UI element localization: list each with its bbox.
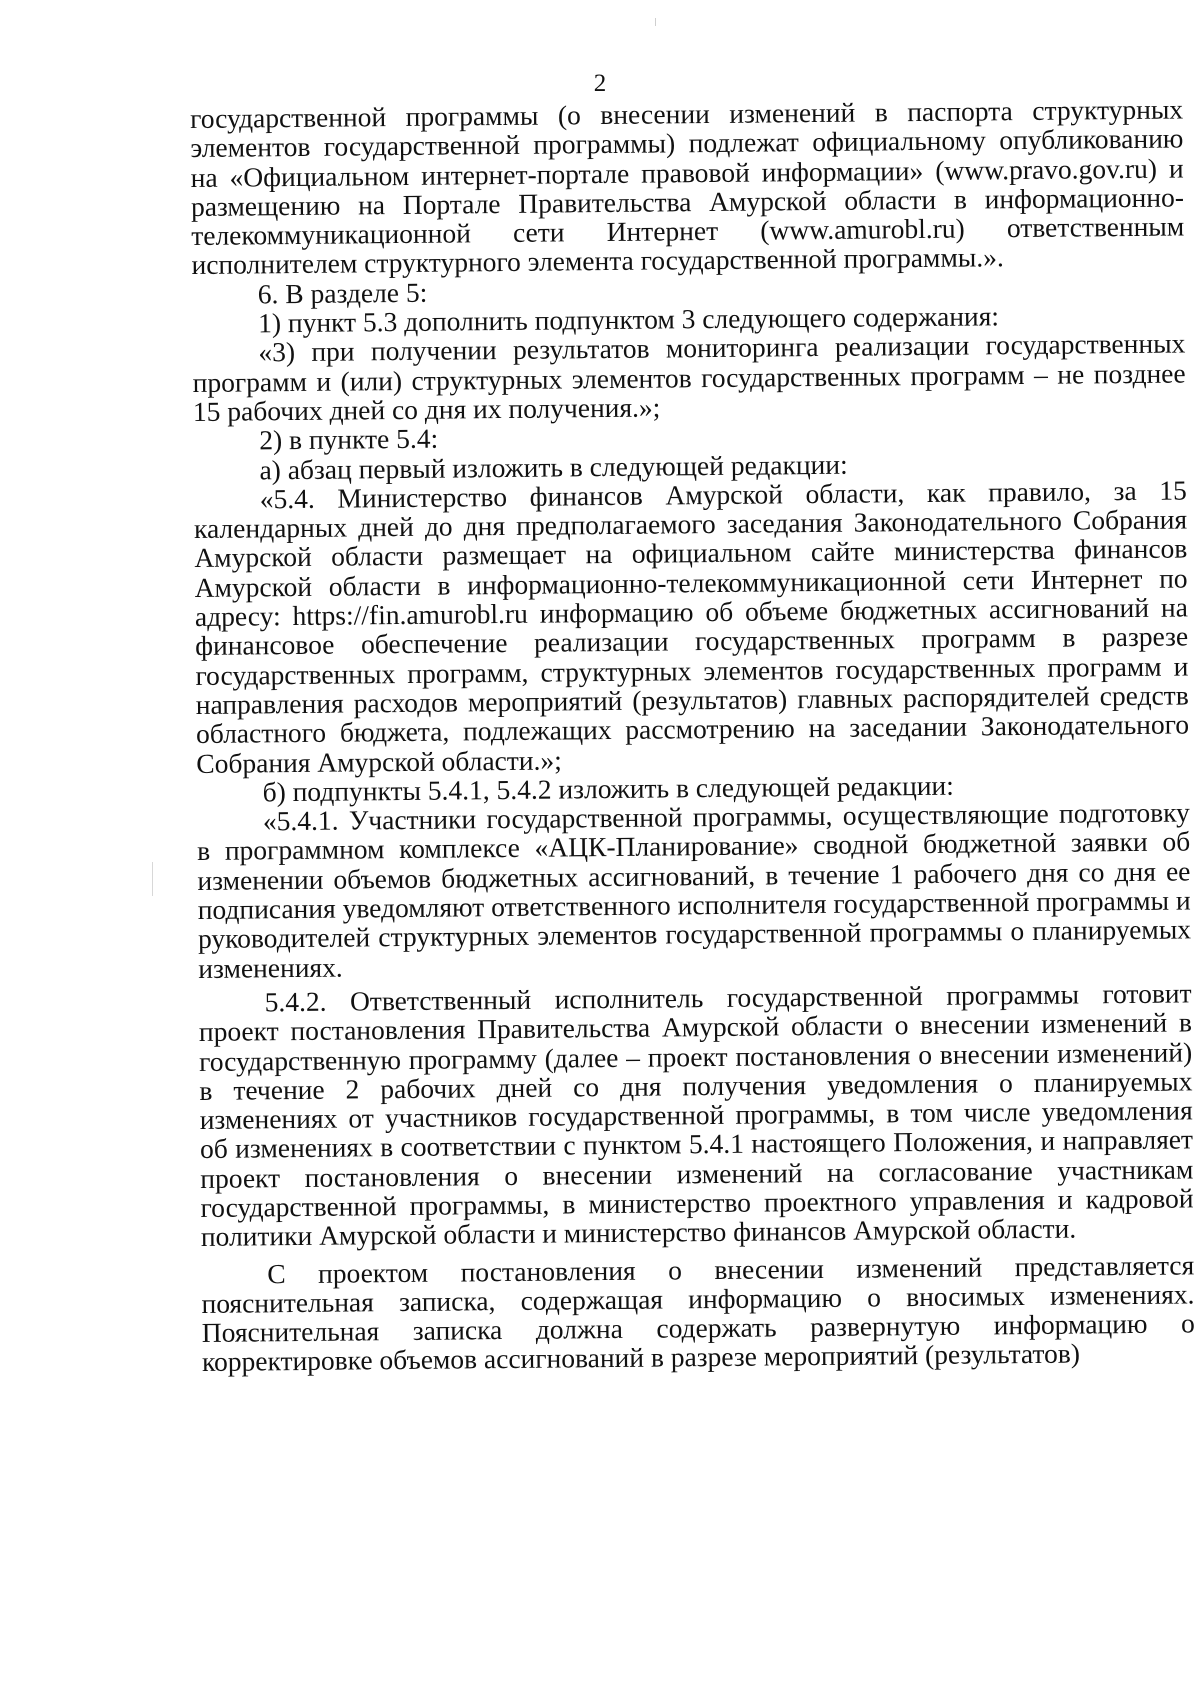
document-body: [190, 94, 1195, 1376]
paragraph-item-2: 2) в пункте 5.4:: [259, 422, 439, 456]
paragraph-subitem-3: «3) при получении результатов мониторинга реализации государственных программ и (или) структурных элементов государственных программ – не позднее 15 рабочих дней со дня их получения.»;: [192, 327, 1186, 427]
paragraph-item-1: 1) пункт 5.3 дополнить подпунктом 3 следующего содержания:: [257, 300, 1000, 339]
paragraph-explanatory-note: С проектом постановления о внесении изменений представляется пояснительная записка, содержащая информацию о вносимых изменениях. Пояснительная записка должна содержать развернутую информацию о корректировке объемов ассигнований в разрезе мероприятий (результатов): [201, 1248, 1195, 1378]
paragraph-continuation: государственной программы (о внесении изменений в паспорта структурных элементов государственной программы) подлежат официальному опубликованию на «Официальном интернет-портале правовой информации» (www.pravo.gov.ru) и размещению на Портале Правительства Амурской области в информационно-телекоммуникационной сети Интернет (www.amurobl.ru) ответственным исполнителем структурного элемента государственной программы.».: [189, 93, 1185, 281]
scan-artifact-margin: [152, 862, 153, 896]
paragraph-5-4: «5.4. Министерство финансов Амурской области, как правило, за 15 календарных дней до дня предполагаемого заседания Законодательного Собрания Амурской области размещает на официальном сайте министерства финансов Амурской области в информационно-телекоммуникационной сети Интернет по адресу: https://fin.amurobl.ru информацию об объеме бюджетных ассигнований на финансовое обеспечение реализации государственных программ в разрезе государственных программ, структурных элементов государственных программ и направления расходов мероприятий (результатов) главных распорядителей средств областного бюджета, подлежащих рассмотрению на заседании Законодательного Собрания Амурской области.»;: [193, 474, 1190, 779]
paragraph-5-4-2: 5.4.2. Ответственный исполнитель государственной программы готовит проект постановления Правительства Амурской области о внесении изменений в государственную программу (далее – проект постановления о внесении изменений) в течение 2 рабочих дней со дня получения уведомления о планируемых изменениях от участников государственной программы, в том числе уведомления об изменениях в соответствии с пунктом 5.4.1 настоящего Положения, и направляет проект постановления о внесении изменений на согласование участникам государственной программы, в министерство проектного управления и кадровой политики Амурской области и министерство финансов Амурской области.: [198, 977, 1194, 1253]
page-number: 2: [593, 70, 607, 97]
paragraph-item-a: а) абзац первый изложить в следующей редакции:: [259, 448, 848, 485]
paragraph-section-5-heading: 6. В разделе 5:: [257, 276, 428, 310]
paragraph-5-4-1: «5.4.1. Участники государственной программы, осуществляющие подготовку в программном комплексе «АЦК-Планирование» сводной бюджетной заявки об изменении объемов бюджетных ассигнований, в течение 1 рабочего дня со дня ее подписания уведомляют ответственного исполнителя государственной программы и руководителей структурных элементов государственной программы о планируемых изменениях.: [197, 796, 1192, 984]
scan-artifact: [655, 18, 656, 26]
paragraph-item-b: б) подпункты 5.4.1, 5.4.2 изложить в следующей редакции:: [262, 769, 954, 808]
